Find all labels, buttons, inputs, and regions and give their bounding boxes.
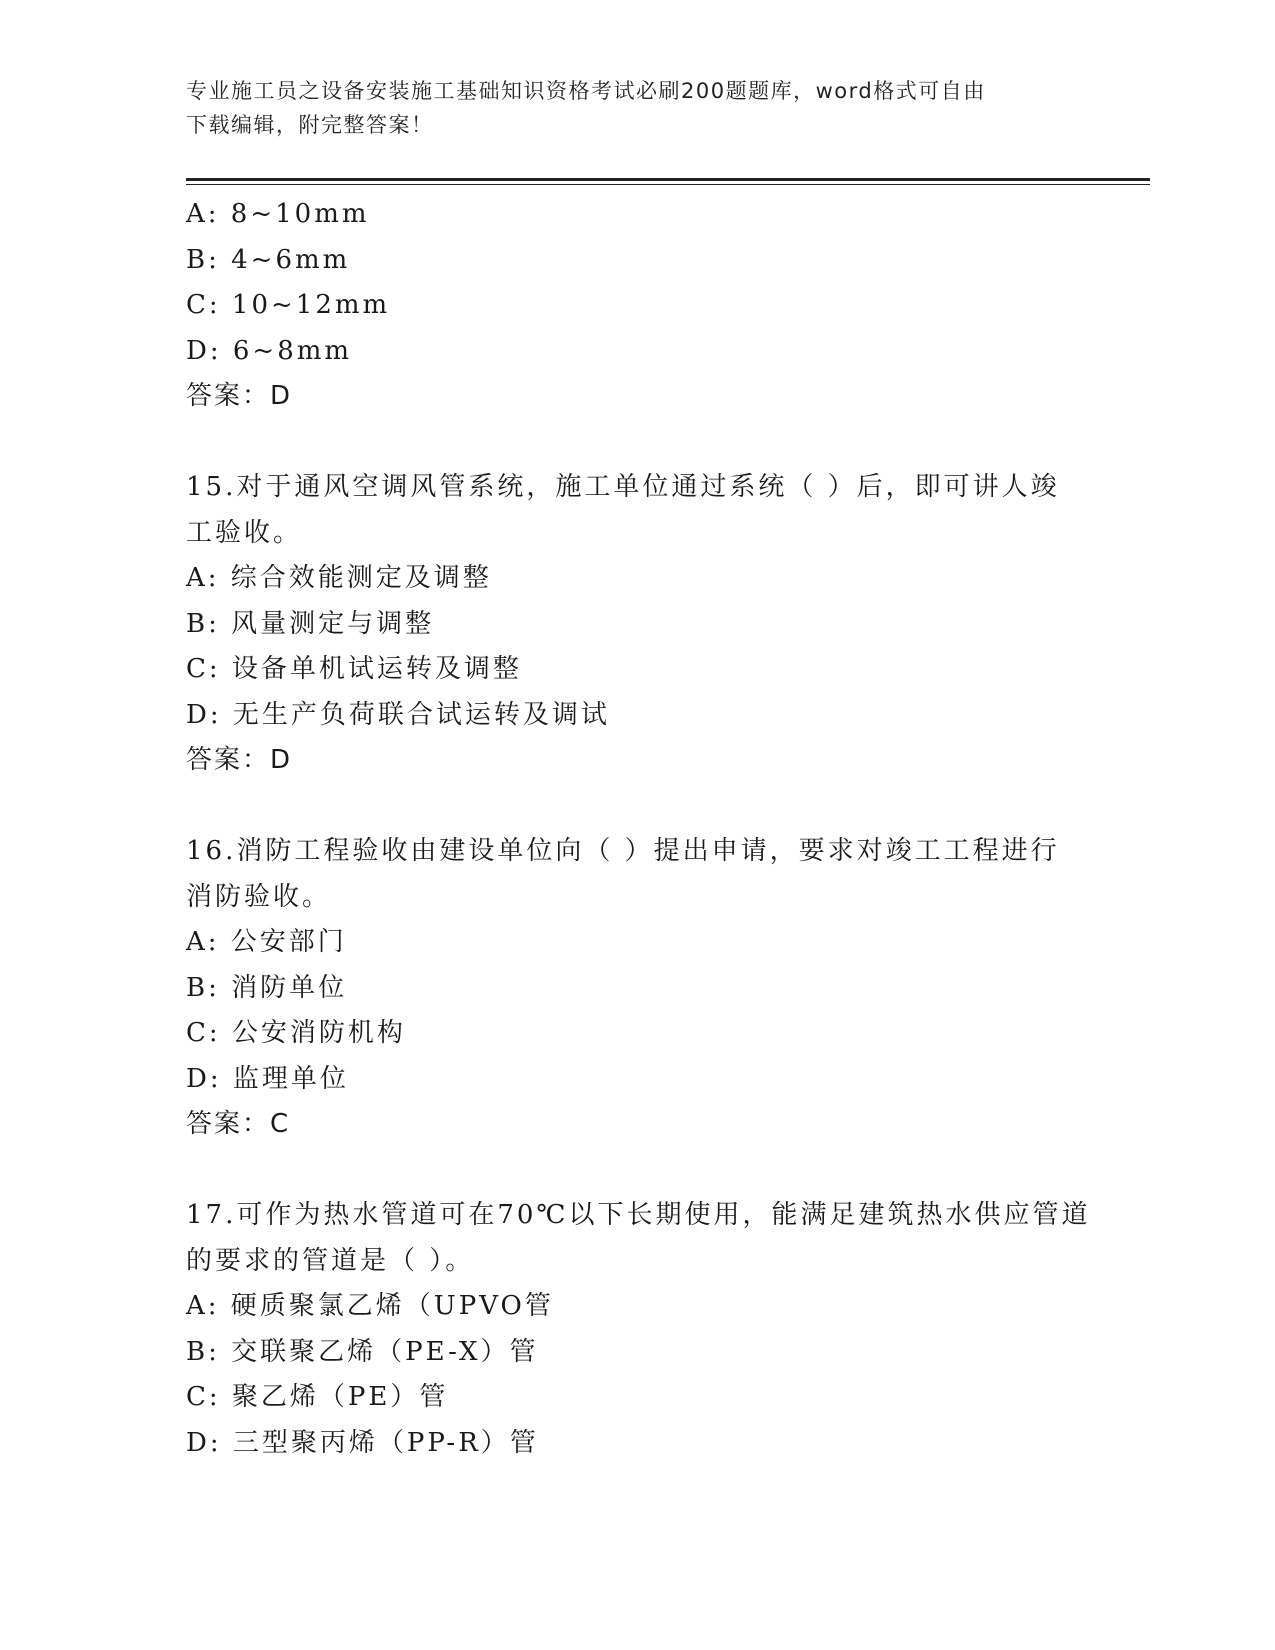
- q16-option-c: C: 公安消防机构: [186, 1018, 406, 1048]
- q14-option-a: A: 8~10mm: [186, 199, 370, 229]
- q14-option-b: B: 4~6mm: [186, 244, 351, 275]
- document-header: [186, 74, 1086, 142]
- q15-option-d: D: 无生产负荷联合试运转及调试: [186, 699, 610, 730]
- q17-option-b: B: 交联聚乙烯（PE-X）管: [186, 1336, 539, 1367]
- q15-answer: 答案：D: [186, 745, 293, 775]
- q14-option-c: C: 10~12mm: [186, 290, 391, 320]
- q14-answer: 答案：D: [186, 381, 293, 411]
- question-content: [186, 192, 1091, 1466]
- q16-answer: 答案：C: [186, 1109, 291, 1139]
- header-divider-thin: [186, 184, 1150, 185]
- q17-option-c: C: 聚乙烯（PE）管: [186, 1382, 449, 1412]
- header-line-2: 下载编辑，附完整答案！: [186, 113, 434, 137]
- header-divider-thick: [186, 178, 1150, 181]
- q16-option-a: A: 公安部门: [186, 927, 347, 957]
- q17-stem-line-1: 17.可作为热水管道可在70℃以下长期使用，能满足建筑热水供应管道: [186, 1200, 1091, 1230]
- spacer: [186, 783, 1086, 829]
- header-line-1: 专业施工员之设备安装施工基础知识资格考试必刷200题题库，word格式可自由: [186, 79, 986, 103]
- q17-option-a: A: 硬质聚氯乙烯（UPVO管: [186, 1291, 554, 1321]
- q15-option-b: B: 风量测定与调整: [186, 608, 435, 639]
- q16-stem-line-1: 16.消防工程验收由建设单位向（ ）提出申请，要求对竣工工程进行: [186, 836, 1060, 866]
- q15-option-c: C: 设备单机试运转及调整: [186, 654, 522, 684]
- q15-stem-line-1: 15.对于通风空调风管系统，施工单位通过系统（ ）后，即可讲人竣: [186, 472, 1060, 502]
- question-16: [186, 829, 1086, 1147]
- q16-option-b: B: 消防单位: [186, 972, 348, 1003]
- question-14: [186, 192, 1086, 419]
- q17-option-d: D: 三型聚丙烯（PP-R）管: [186, 1427, 539, 1458]
- spacer: [186, 1147, 1086, 1193]
- q16-stem-line-2: 消防验收。: [186, 881, 332, 912]
- q14-option-d: D: 6~8mm: [186, 335, 353, 366]
- q15-option-a: A: 综合效能测定及调整: [186, 563, 492, 593]
- q16-option-d: D: 监理单位: [186, 1063, 349, 1094]
- spacer: [186, 419, 1086, 465]
- question-17: [186, 1193, 1091, 1466]
- q17-stem-line-2: 的要求的管道是（ ）。: [186, 1245, 475, 1276]
- question-15: [186, 465, 1086, 783]
- q15-stem-line-2: 工验收。: [186, 517, 303, 548]
